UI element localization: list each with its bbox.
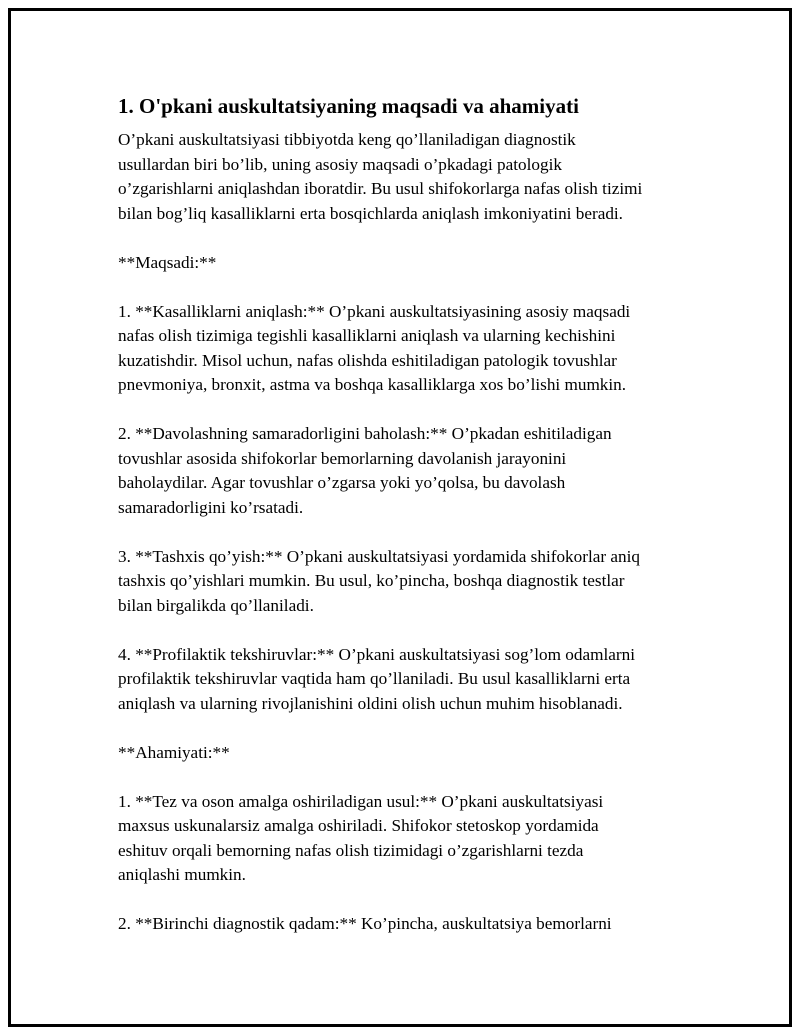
intro-paragraph: O’pkani auskultatsiyasi tibbiyotda keng qo’llaniladigan diagnostik usullardan biri bo’lib, uning asosiy maqsadi o’pkadagi patologik o’zgarishlarni aniqlashdan iboratdir. Bu usul shifokorlarga nafas olish tizimi bilan bog’liq kasalliklarni erta bosqichlarda aniqlash imkoniyatini beradi. [118, 130, 643, 223]
document-body [118, 92, 708, 961]
importance-item: 2. **Birinchi diagnostik qadam:** Ko’pincha, auskultatsiya bemorlarni [118, 914, 612, 933]
importance-item: 1. **Tez va oson amalga oshiriladigan usul:** O’pkani auskultatsiyasi maxsus uskunalarsiz amalga oshiriladi. Shifokor stetoskop yordamida eshituv orqali bemorning nafas olish tizimidagi o’zgarishlarni tezda aniqlashi mumkin. [118, 791, 604, 884]
purpose-item: 1. **Kasalliklarni aniqlash:** O’pkani auskultatsiyasining asosiy maqsadi nafas olish tizimiga tegishli kasalliklarni aniqlash va ularning kechishini kuzatishdir. Misol uchun, nafas olishda eshitiladigan patologik tovushlar pnevmoniya, bronxit, astma va boshqa kasalliklarga xos bo’lishi mumkin. [118, 301, 631, 394]
section-title: 1. O'pkani auskultatsiyaning maqsadi va ahamiyati [118, 94, 579, 118]
purpose-item: 3. **Tashxis qo’yish:** O’pkani auskultatsiyasi yordamida shifokorlar aniq tashxis qo’yishlari mumkin. Bu usul, ko’pincha, boshqa diagnostik testlar bilan birgalikda qo’llaniladi. [118, 546, 640, 615]
importance-heading: **Ahamiyati:** [118, 742, 230, 762]
purpose-heading: **Maqsadi:** [118, 252, 217, 272]
purpose-item: 2. **Davolashning samaradorligini baholash:** O’pkadan eshitiladigan tovushlar asosida shifokorlar bemorlarning davolanish jarayonini baholaydilar. Agar tovushlar o’zgarsa yoki yo’qolsa, bu davolash samaradorligini ko’rsatadi. [118, 424, 612, 517]
purpose-item: 4. **Profilaktik tekshiruvlar:** O’pkani auskultatsiyasi sog’lom odamlarni profilaktik tekshiruvlar vaqtida ham qo’llaniladi. Bu usul kasalliklarni erta aniqlash va ularning rivojlanishini oldini olish uchun muhim hisoblanadi. [118, 644, 635, 713]
